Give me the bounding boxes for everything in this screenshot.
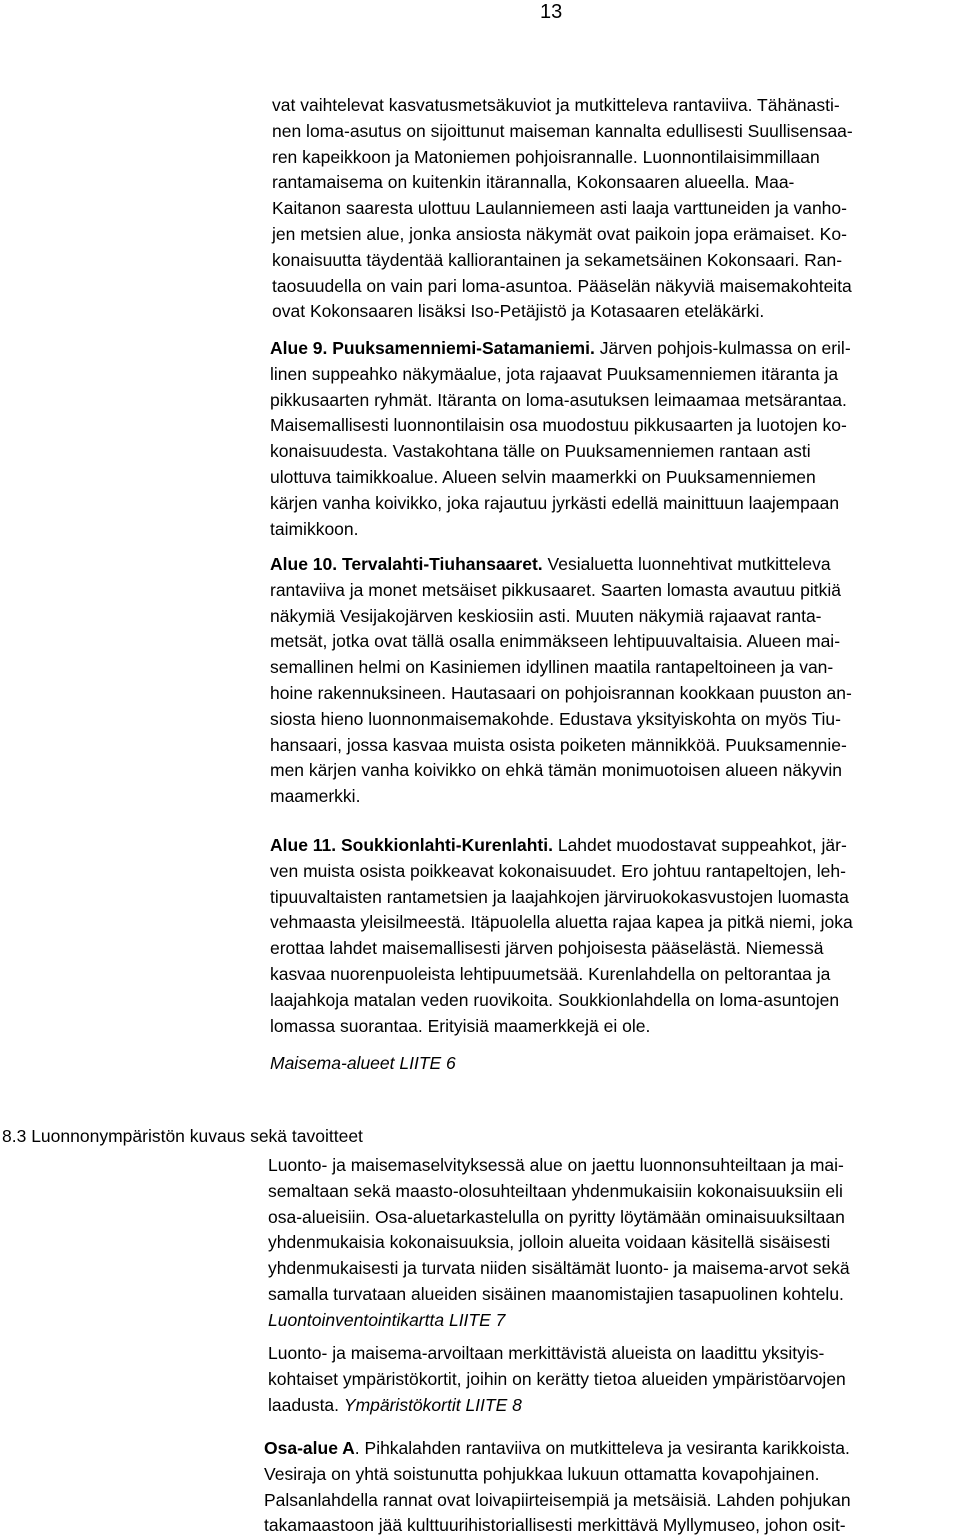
text-line: kärjen vanha koivikko, joka rajautuu jyrkästi edellä mainittuun laajempaan xyxy=(270,492,840,513)
text-line: konaisuutta täydentää kalliorantainen ja sekametsäinen Kokonsaari. Ran- xyxy=(272,249,843,270)
appendix-7-reference: Luontoinventointikartta LIITE 7 xyxy=(268,1309,506,1330)
text-line: kasvaa nuorenpuoleista lehtipuumetsää. Kurenlahdella on peltorantaa ja xyxy=(270,963,831,984)
text-line: Kaitanon saaresta ulottuu Laulanniemeen asti laaja varttuneiden ja vanho- xyxy=(272,198,847,219)
text-line xyxy=(270,336,960,362)
text-line: pikkusaarten ryhmät. Itäranta on loma-asutuksen leimaamaa metsärantaa. xyxy=(270,389,847,410)
paragraph-nature-survey xyxy=(268,1153,960,1334)
text-span: Vesialuetta luonnehtivat mutkitteleva xyxy=(542,554,831,574)
text-line: rantamaisema on kuitenkin itärannalla, Kokonsaaren alueella. Maa- xyxy=(272,172,795,193)
text-span: Lahdet muodostavat suppeahkot, jär- xyxy=(552,835,847,855)
text-line xyxy=(264,1436,960,1462)
paragraph-area-10 xyxy=(270,552,960,810)
area-11-title: Alue 11. Soukkionlahti-Kurenlahti. xyxy=(270,835,553,855)
text-line: ulottuva taimikkoalue. Alueen selvin maamerkki on Puuksamenniemen xyxy=(270,466,816,487)
paragraph-area-11 xyxy=(270,833,960,1039)
text-line: näkymiä Vesijakojärven keskiosiin asti. Muuten näkymiä rajaavat ranta- xyxy=(270,605,822,626)
text-line: yhdenmukaisia kokonaisuuksia, jolloin alueita voidaan käsitellä sisäisesti xyxy=(268,1232,831,1253)
page-number: 13 xyxy=(540,1,563,23)
text-line: lomassa suorantaa. Erityisiä maamerkkejä ei ole. xyxy=(270,1015,651,1036)
section-heading: 8.3 Luonnonympäristön kuvaus sekä tavoitteet xyxy=(2,1126,363,1146)
paragraph-area-9 xyxy=(270,336,960,542)
text-line: linen suppeahko näkymäalue, jota rajaavat Puuksamenniemen itäranta ja xyxy=(270,363,839,384)
text-line: ovat Kokonsaaren lisäksi Iso-Petäjistö ja Kotasaaren eteläkärki. xyxy=(272,301,765,322)
area-a-title: Osa-alue A xyxy=(264,1438,355,1458)
text-line: Palsanlahdella rannat ovat loivapiirteisempiä ja metsäisiä. Lahden pohjukan xyxy=(264,1489,851,1510)
text-line: Maisemallisesti luonnontilaisin osa muodostuu pikkusaarten ja luotojen ko- xyxy=(270,415,847,436)
text-line xyxy=(268,1393,960,1419)
area-9-title: Alue 9. Puuksamenniemi-Satamaniemi. xyxy=(270,338,595,358)
text-line: yhdenmukaisesti ja turvata niiden sisältämät luonto- ja maisema-arvot sekä xyxy=(268,1258,850,1279)
text-line: laajahkoja matalan veden ruovikoita. Soukkionlahdella on loma-asuntojen xyxy=(270,989,840,1010)
text-line: konaisuudesta. Vastakohtana tälle on Puuksamenniemen rantaan asti xyxy=(270,441,811,462)
paragraph-area-a xyxy=(264,1436,960,1539)
text-line: samalla turvataan alueiden sisäinen maanomistajien tasapuolinen kohtelu. xyxy=(268,1283,844,1304)
text-line: tipuuvaltaisten rantametsien ja laajahkojen järviruokokasvustojen luomasta xyxy=(270,886,849,907)
text-line: Vesiraja on yhtä soistunutta pohjukkaa lukuun ottamatta kovapohjainen. xyxy=(264,1463,820,1484)
text-line: metsät, jotka ovat tällä osalla enimmäkseen lehtipuuvaltaisia. Alueen mai- xyxy=(270,631,841,652)
text-line: vehmaasta yleisilmeestä. Itäpuolella aluetta rajaa kapea ja pitkä niemi, joka xyxy=(270,912,853,933)
text-line: vat vaihtelevat kasvatusmetsäkuviot ja mutkitteleva rantaviiva. Tähänasti- xyxy=(272,95,840,115)
appendix-6-reference: Maisema-alueet LIITE 6 xyxy=(270,1053,456,1073)
text-line: semallinen helmi on Kasiniemen idyllinen maatila rantapeltoineen ja van- xyxy=(270,657,834,678)
text-line: semaltaan sekä maasto-olosuhteiltaan yhdenmukaisiin kokonaisuuksiin eli xyxy=(268,1180,843,1201)
text-span: . xyxy=(354,1438,360,1458)
paragraph-environment-cards xyxy=(268,1341,960,1418)
text-line: taosuudella on vain pari loma-asuntoa. Pääselän näkyviä maisemakohteita xyxy=(272,275,852,296)
text-span: laadusta. xyxy=(268,1394,344,1415)
text-line: siosta hieno luonnonmaisemakohde. Edustava yksityiskohta on myös Tiu- xyxy=(270,708,841,729)
text-line: ven muista osista poikkeavat kokonaisuudet. Ero johtuu rantapeltojen, leh- xyxy=(270,860,846,881)
text-line xyxy=(270,833,960,859)
text-line: ren kapeikkoon ja Matoniemen pohjoisrannalle. Luonnontilaisimmillaan xyxy=(272,146,820,167)
appendix-8-reference: Ympäristökortit LIITE 8 xyxy=(343,1394,522,1415)
text-line: hoine rakennuksineen. Hautasaari on pohjoisrannan kookkaan puuston an- xyxy=(270,682,852,703)
text-line: men kärjen vanha koivikko on ehkä tämän monimuotoisen alueen näkyvin xyxy=(270,760,842,781)
text-line: Luonto- ja maisemaselvityksessä alue on jaettu luonnonsuhteiltaan ja mai- xyxy=(268,1155,844,1175)
text-span: Järven pohjois-kulmassa on eril- xyxy=(594,338,851,358)
text-line: rantaviiva ja monet metsäiset pikkusaaret. Saarten lomasta avautuu pitkiä xyxy=(270,579,841,600)
text-line: hansaari, jossa kasvaa muista osista poiketen männikköä. Puuksamennie- xyxy=(270,734,847,755)
area-10-title: Alue 10. Tervalahti-Tiuhansaaret. xyxy=(270,554,543,574)
text-line xyxy=(270,552,960,578)
text-line: takamaastoon jää kulttuurihistoriallisesti merkittävä Myllymuseo, johon osit- xyxy=(264,1515,846,1536)
text-span: Pihkalahden rantaviiva on mutkitteleva ja vesiranta karikkoista. xyxy=(359,1438,850,1458)
text-line: taimikkoon. xyxy=(270,518,359,539)
text-line: maamerkki. xyxy=(270,786,361,807)
text-line: Luonto- ja maisema-arvoiltaan merkittävistä alueista on laadittu yksityis- xyxy=(268,1343,825,1363)
text-line: kohtaiset ympäristökortit, joihin on kerätty tietoa alueiden ympäristöarvojen xyxy=(268,1368,846,1389)
text-line: erottaa lahdet maisemallisesti järven pohjoisesta pääselästä. Niemessä xyxy=(270,938,824,959)
paragraph-area-8-continued xyxy=(272,93,960,325)
text-line: nen loma-asutus on sijoittunut maiseman kannalta edullisesti Suullisensaa- xyxy=(272,120,853,141)
text-line: jen metsien alue, jonka ansiosta näkymät ovat paikoin jopa erämaiset. Ko- xyxy=(272,223,847,244)
text-line: osa-alueisiin. Osa-aluetarkastelulla on pyritty löytämään ominaisuuksiltaan xyxy=(268,1206,845,1227)
